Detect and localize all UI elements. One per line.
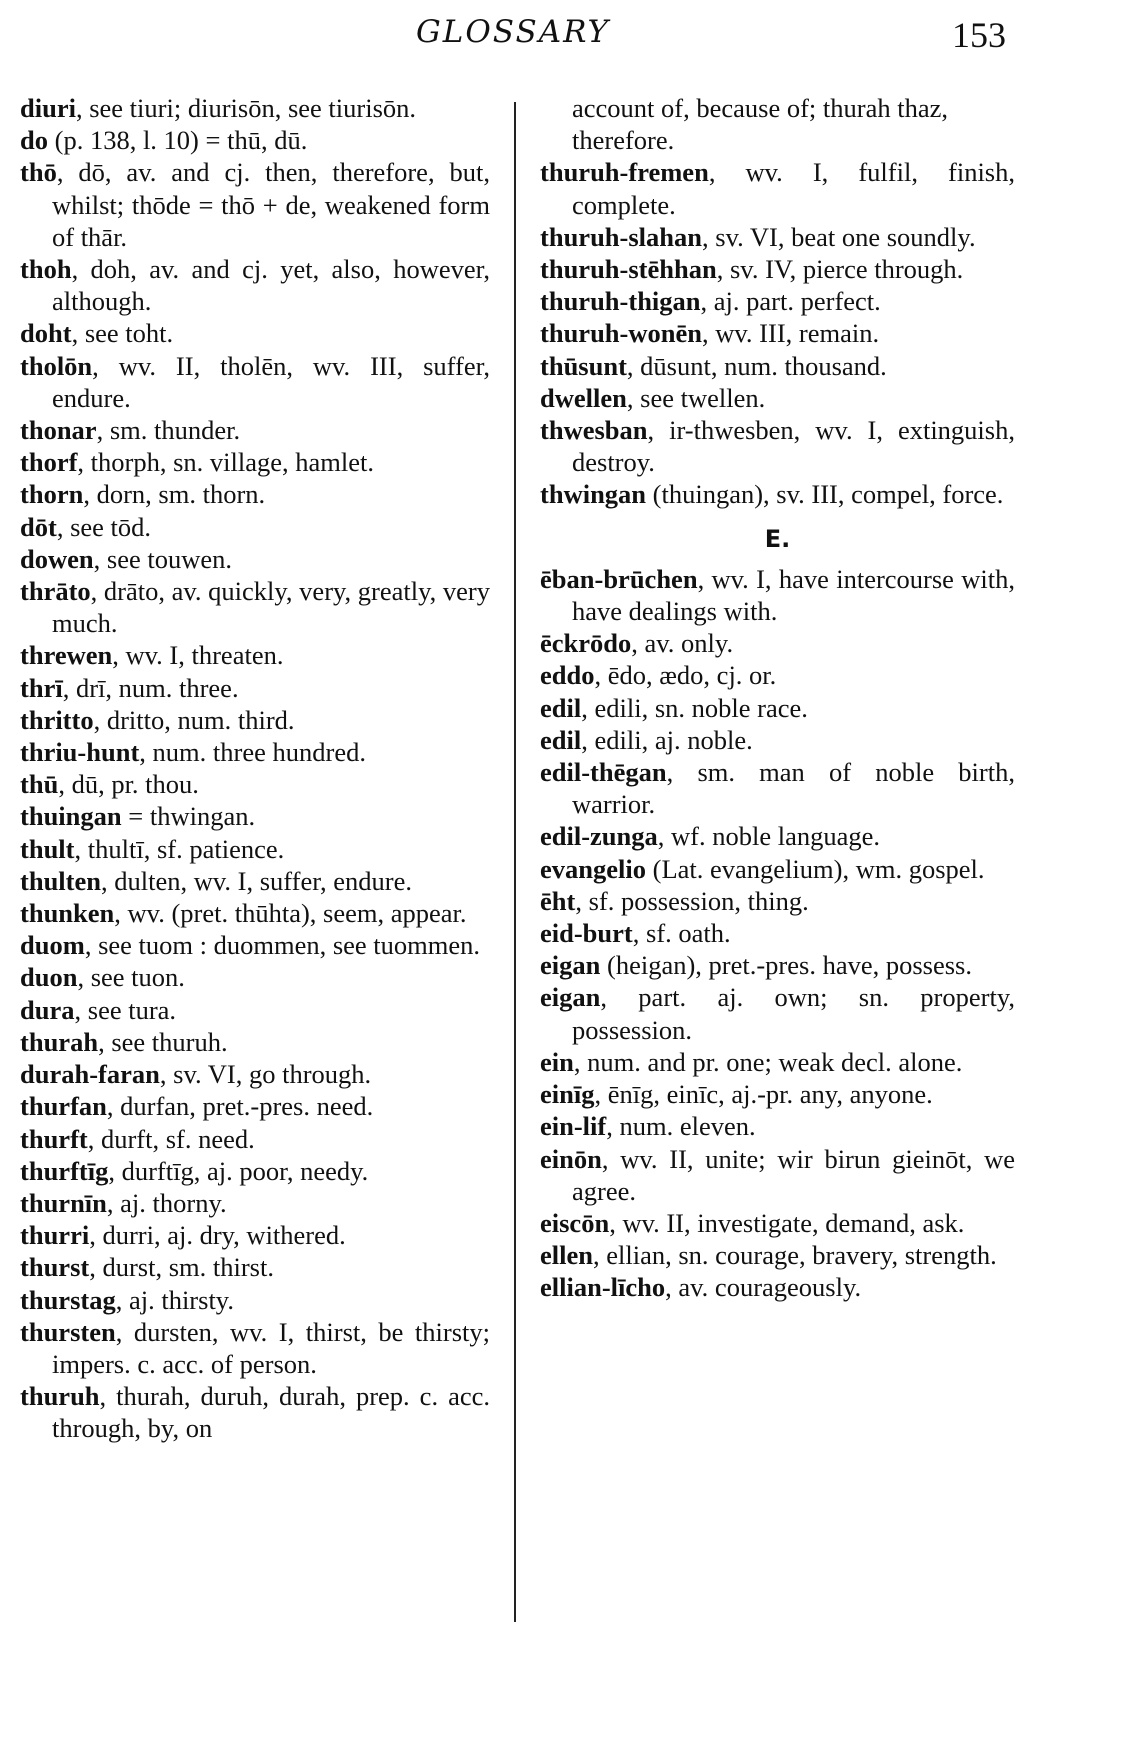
glossary-entry: ein-lif, num. eleven. [540,1111,756,1142]
glossary-entry: thrāto, drāto, av. quickly, very, greatly, very much. [20,576,490,639]
column-divider [514,102,516,1622]
glossary-entry: eiscōn, wv. II, investigate, demand, ask. [540,1207,965,1238]
running-head [0,0,1121,60]
glossary-entry: diuri, see tiuri; diurisōn, see tiurisōn. [20,93,417,123]
glossary-entry: thū, dū, pr. thou. [20,769,199,800]
right-column [540,92,1015,1304]
glossary-entry: thritto, dritto, num. third. [20,704,295,735]
glossary-entry: thwingan (thuingan), sv. III, compel, force. [540,479,1004,510]
glossary-entry: duon, see tuon. [20,962,185,993]
page-title: GLOSSARY [416,14,610,50]
glossary-entry: thursten, dursten, wv. I, thirst, be thirsty; impers. c. acc. of person. [20,1316,490,1379]
glossary-entry: ēckrōdo, av. only. [540,628,734,659]
glossary-entry: tholōn, wv. II, tholēn, wv. III, suffer, endure. [20,350,490,413]
glossary-entry: duom, see tuom : duommen, see tuommen. [20,930,481,961]
glossary-entry: edil-thēgan, sm. man of noble birth, warrior. [540,757,1015,820]
glossary-entry: thonar, sm. thunder. [20,415,241,446]
glossary-entry: thunken, wv. (pret. thūhta), seem, appear. [20,898,467,929]
glossary-entry: ein, num. and pr. one; weak decl. alone. [540,1046,963,1077]
glossary-entry: thorf, thorph, sn. village, hamlet. [20,447,375,478]
glossary-entry: eddo, ēdo, ædo, cj. or. [540,660,777,691]
glossary-entry: thurftīg, durftīg, aj. poor, needy. [20,1155,369,1186]
glossary-entry: thurst, durst, sm. thirst. [20,1252,274,1283]
glossary-entry: einōn, wv. II, unite; wir birun gieinōt, we agree. [540,1143,1015,1206]
glossary-entry: thuruh-wonēn, wv. III, remain. [540,318,880,349]
glossary-entry-continuation: account of, because of; thurah thaz, therefore. [572,93,948,156]
left-column [20,92,490,1445]
glossary-entry: thuruh-thigan, aj. part. perfect. [540,286,881,317]
glossary-entry: thūsunt, dūsunt, num. thousand. [540,350,887,381]
glossary-entry: eigan (heigan), pret.-pres. have, possess. [540,950,972,981]
glossary-entry: edil, edili, sn. noble race. [540,692,808,723]
glossary-entry: thuruh-slahan, sv. VI, beat one soundly. [540,221,976,252]
glossary-entry: thurfan, durfan, pret.-pres. need. [20,1091,374,1122]
glossary-entry: evangelio (Lat. evangelium), wm. gospel. [540,853,985,884]
glossary-entry: dōt, see tōd. [20,511,152,542]
section-heading-e: E. [764,524,791,553]
glossary-entry: thoh, doh, av. and cj. yet, also, however, although. [20,254,490,317]
glossary-entry: thuruh-fremen, wv. I, fulfil, finish, complete. [540,157,1015,220]
glossary-entry: ellian-līcho, av. courageously. [540,1272,862,1303]
glossary-entry: threwen, wv. I, threaten. [20,640,284,671]
glossary-entry: ellen, ellian, sn. courage, bravery, strength. [540,1240,997,1271]
glossary-entry: thurft, durft, sf. need. [20,1123,255,1154]
glossary-entry: ēban-brūchen, wv. I, have intercourse with, have dealings with. [540,563,1015,627]
glossary-entry: thorn, dorn, sm. thorn. [20,479,266,510]
glossary-entry: thurah, see thuruh. [20,1026,228,1057]
glossary-entry: thuingan = thwingan. [20,801,256,832]
glossary-entry: thwesban, ir-thwesben, wv. I, extinguish, destroy. [540,415,1015,478]
glossary-entry: thurnīn, aj. thorny. [20,1187,227,1218]
glossary-entry: einīg, ēnīg, einīc, aj.-pr. any, anyone. [540,1079,933,1110]
glossary-entry: durah-faran, sv. VI, go through. [20,1059,372,1090]
glossary-entry: eid-burt, sf. oath. [540,918,731,949]
glossary-entry: thrī, drī, num. three. [20,672,239,703]
glossary-entry: thuruh-stēhhan, sv. IV, pierce through. [540,254,964,285]
glossary-entry: thulten, dulten, wv. I, suffer, endure. [20,865,412,896]
glossary-entry: doht, see toht. [20,318,174,349]
glossary-entry: thuruh, thurah, duruh, durah, prep. c. acc. through, by, on [20,1381,490,1444]
glossary-entry: thult, thultī, sf. patience. [20,833,285,864]
glossary-entry: thurstag, aj. thirsty. [20,1284,234,1315]
glossary-entry: eigan, part. aj. own; sn. property, possession. [540,982,1015,1045]
page-number: 153 [952,15,1006,55]
glossary-entry: do (p. 138, l. 10) = thū, dū. [20,125,308,156]
glossary-entry: edil-zunga, wf. noble language. [540,821,881,852]
glossary-entry: thō, dō, av. and cj. then, therefore, but, whilst; thōde = thō + de, weakened form of thār. [20,157,490,252]
glossary-entry: edil, edili, aj. noble. [540,724,753,755]
glossary-entry: dura, see tura. [20,994,177,1025]
glossary-entry: thriu-hunt, num. three hundred. [20,737,366,768]
glossary-entry: dwellen, see twellen. [540,382,766,413]
glossary-entry: ēht, sf. possession, thing. [540,885,809,916]
glossary-entry: dowen, see touwen. [20,543,232,574]
glossary-entry: thurri, durri, aj. dry, withered. [20,1220,346,1251]
